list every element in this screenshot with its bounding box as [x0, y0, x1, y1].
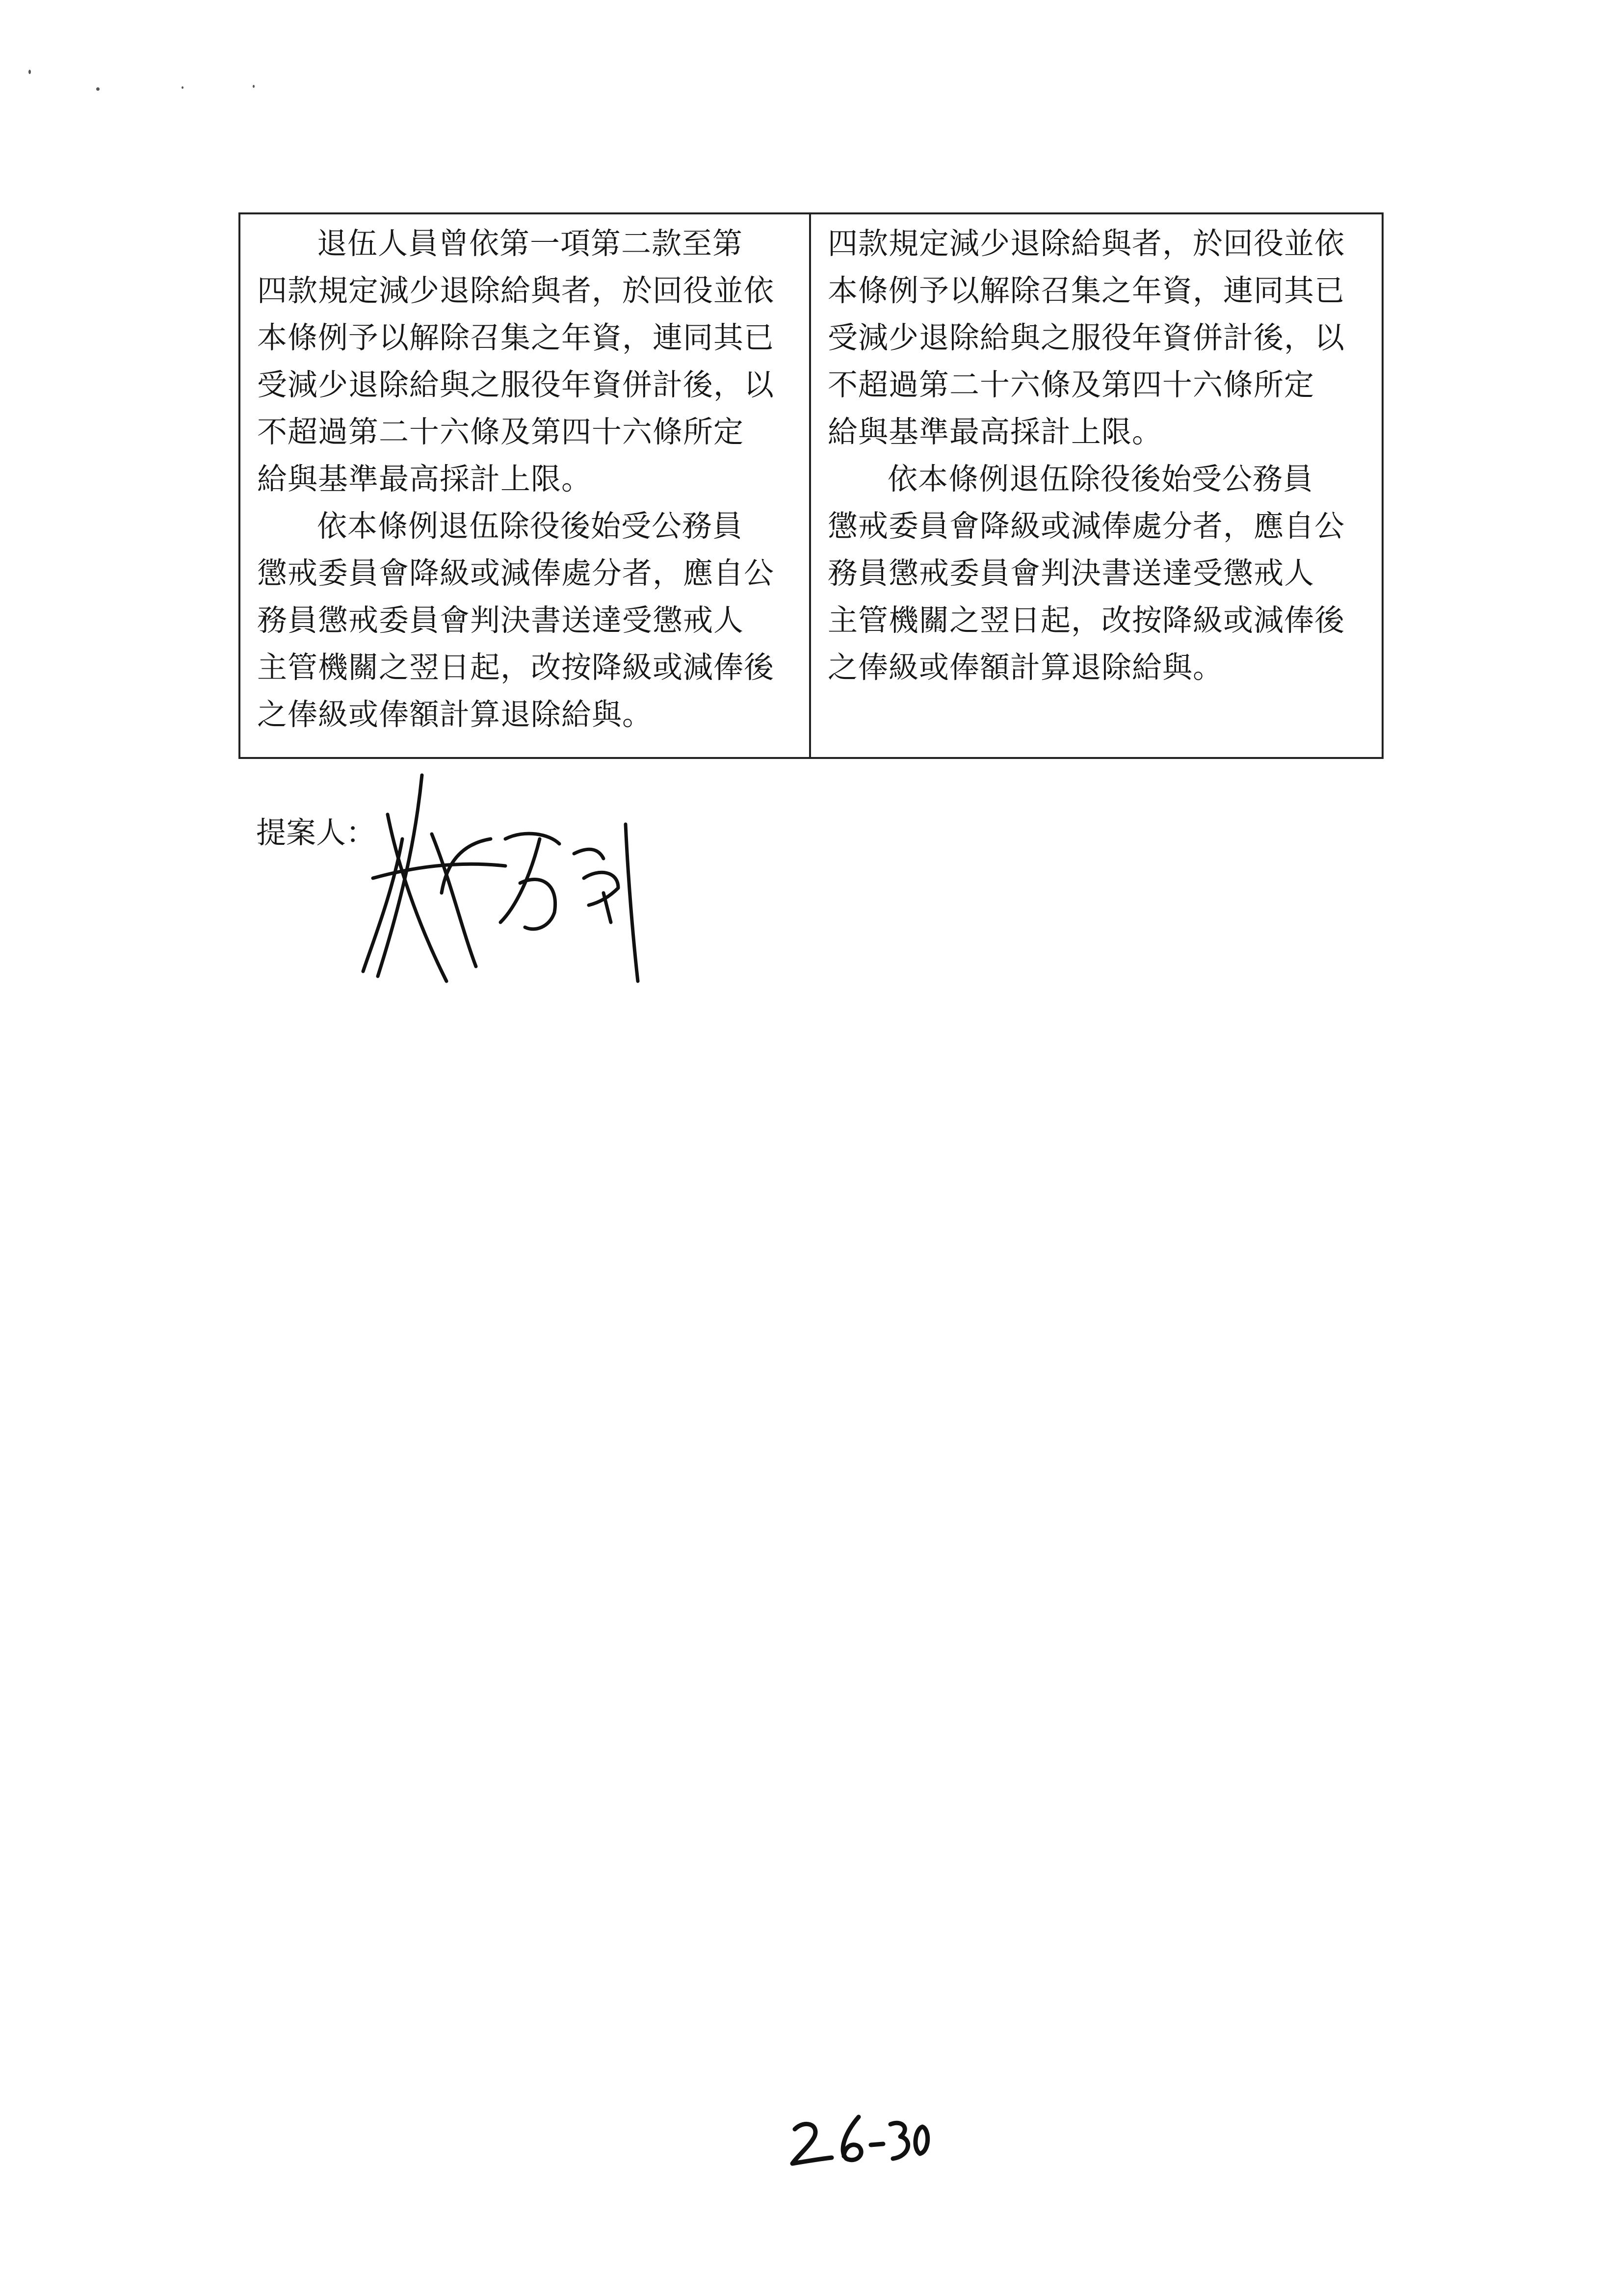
text-line: 依本條例退伍除役後始受公務員 — [888, 462, 1314, 496]
text-line: 四款規定減少退除給與者，於回役並依 — [257, 273, 775, 308]
comparison-table — [238, 212, 1384, 759]
scan-speck — [96, 87, 100, 91]
left-column — [240, 214, 811, 757]
text-line: 給與基準最高採計上限。 — [828, 415, 1163, 449]
text-line: 不超過第二十六條及第四十六條所定 — [828, 367, 1315, 402]
text-line: 受減少退除給與之服役年資併計後，以 — [257, 367, 775, 402]
scan-speck — [182, 86, 183, 89]
text-line: 受減少退除給與之服役年資併計後，以 — [828, 320, 1345, 355]
text-line: 懲戒委員會降級或減俸處分者，應自公 — [257, 556, 775, 591]
text-line: 退伍人員曾依第一項第二款至第 — [317, 226, 743, 261]
text-line: 主管機關之翌日起，改按降級或減俸後 — [257, 650, 775, 685]
text-line: 之俸級或俸額計算退除給與。 — [257, 697, 653, 732]
right-column — [811, 214, 1382, 757]
text-line: 之俸級或俸額計算退除給與。 — [828, 650, 1224, 685]
text-line: 依本條例退伍除役後始受公務員 — [317, 509, 743, 544]
text-line: 本條例予以解除召集之年資，連同其已 — [828, 273, 1345, 308]
text-line: 務員懲戒委員會判決書送達受懲戒人 — [828, 556, 1315, 591]
text-line: 懲戒委員會降級或減俸處分者，應自公 — [828, 509, 1345, 544]
scan-speck — [28, 70, 31, 74]
text-line: 四款規定減少退除給與者，於回役並依 — [828, 226, 1345, 261]
text-line: 務員懲戒委員會判決書送達受懲戒人 — [257, 603, 744, 638]
text-line: 本條例予以解除召集之年資，連同其已 — [257, 320, 775, 355]
text-line: 給與基準最高採計上限。 — [257, 462, 592, 496]
text-line: 不超過第二十六條及第四十六條所定 — [257, 415, 744, 449]
handwritten-page-number — [785, 2110, 932, 2173]
text-line: 主管機關之翌日起，改按降級或減俸後 — [828, 603, 1345, 638]
proposer-label: 提案人： — [256, 815, 376, 850]
handwritten-signature — [343, 765, 667, 1001]
scan-speck — [253, 85, 255, 88]
